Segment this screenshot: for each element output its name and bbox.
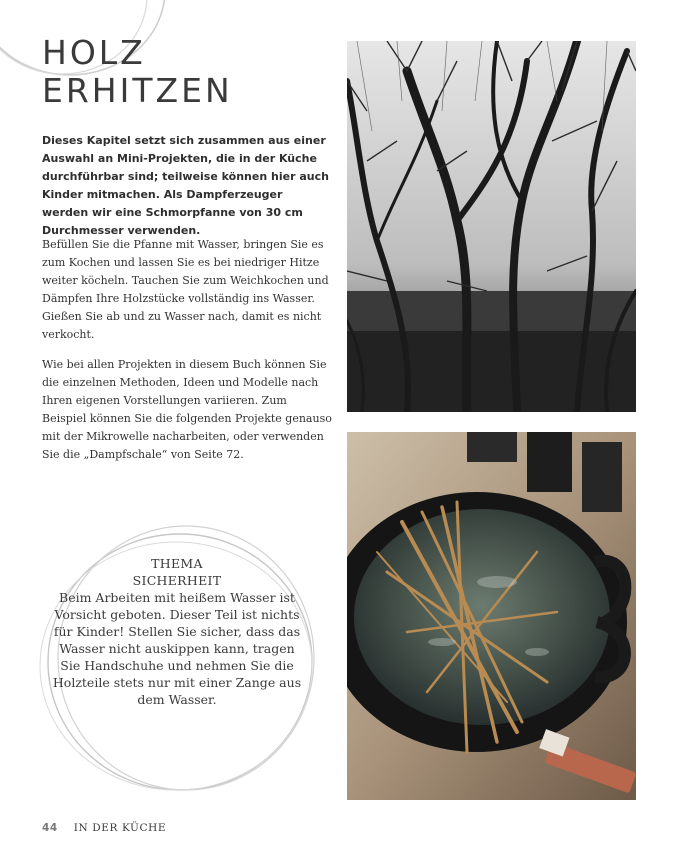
intro-paragraph: Dieses Kapitel setzt sich zusammen aus einer Auswahl an Mini-Projekten, die in der Küche durchführbar sind; teilweise können hier auch Kinder mitmachen. Als Dampferzeuger werden wir eine Schmorpfanne von 30 cm Durchmesser verwenden. [42,134,329,237]
page-number: 44 [42,822,58,834]
photo-pot-with-wood [347,432,636,800]
section-name: IN DER KÜCHE [73,822,167,834]
safety-sidebar [52,555,302,708]
sidebar-heading-line-2: SICHERHEIT [132,573,222,588]
title-line-1: HOLZ [42,33,146,72]
sidebar-body: Beim Arbeiten mit heißem Wasser ist Vorsicht geboten. Dieser Teil ist nichts für Kinder! Stellen Sie sicher, dass das Wasser nicht auskippen kann, tragen Sie Handschuhe und nehmen Sie die Holzteile stets nur mit einer Zange aus dem Wasser. [52,590,302,707]
photo-bare-trees [347,41,636,412]
sidebar-heading-line-1: THEMA [151,556,203,571]
sidebar-heading [52,555,302,589]
page-footer [42,822,166,834]
body-paragraph-1: Befüllen Sie die Pfanne mit Wasser, bringen Sie es zum Kochen und lassen Sie es bei niedriger Hitze weiter köcheln. Tauchen Sie zum Weichkochen und Dämpfen Ihre Holzstücke vollständig ins Wasser. Gießen Sie ab und zu Wasser nach, damit es nicht verkocht. [42,238,329,341]
page-title [42,34,233,110]
title-line-2: ERHITZEN [42,71,233,110]
body-paragraph-2: Wie bei allen Projekten in diesem Buch können Sie die einzelnen Methoden, Ideen und Modelle nach Ihren eigenen Vorstellungen variieren. Zum Beispiel können Sie die folgenden Projekte genauso mit der Mikrowelle nacharbeiten, oder verwenden Sie die „Dampfschale“ von Seite 72. [42,358,332,461]
